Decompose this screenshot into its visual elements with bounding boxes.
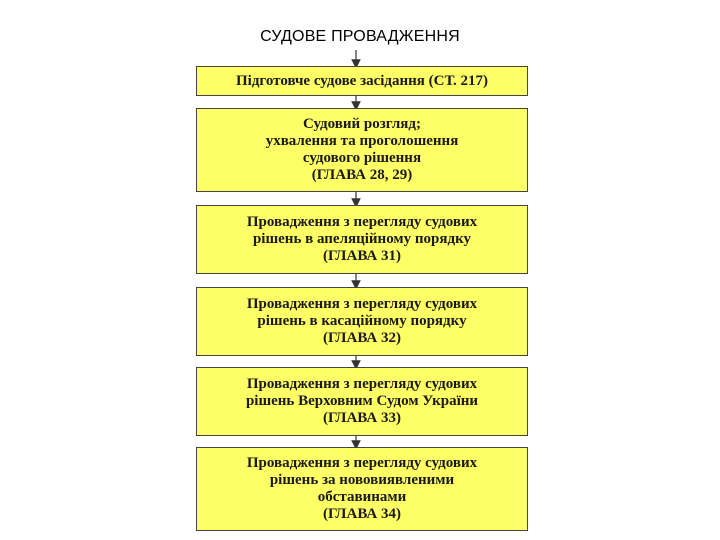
- diagram-title: СУДОВЕ ПРОВАДЖЕННЯ: [260, 28, 460, 45]
- step-supreme-court-review: Провадження з перегляду судових рішень Верховним Судом України (ГЛАВА 33): [196, 367, 528, 436]
- step-trial-and-judgment: Судовий розгляд; ухвалення та проголошення судового рішення (ГЛАВА 28, 29): [196, 108, 528, 192]
- step-preparatory-hearing: Підготовче судове засідання (СТ. 217): [196, 66, 528, 96]
- step-appeal-review: Провадження з перегляду судових рішень в апеляційному порядку (ГЛАВА 31): [196, 205, 528, 274]
- step-cassation-review: Провадження з перегляду судових рішень в касаційному порядку (ГЛАВА 32): [196, 287, 528, 356]
- step-newly-discovered-circumstances-review: Провадження з перегляду судових рішень за нововиявленими обставинами (ГЛАВА 34): [196, 447, 528, 531]
